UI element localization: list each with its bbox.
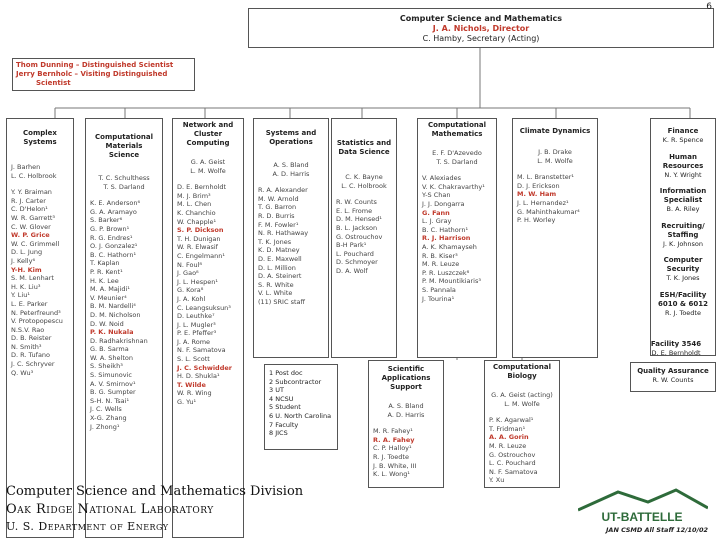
list-item: 7 Faculty: [269, 420, 299, 429]
list-item: J. L. Mugler³: [177, 320, 216, 329]
group-computational-materials: [85, 118, 163, 538]
list-item: M. L. Chen: [177, 200, 212, 209]
staff-functions: [650, 118, 716, 356]
list-item: V. L. White: [258, 289, 293, 298]
list-item: N. R. Hathaway: [258, 229, 309, 238]
list-item: F. M. Fowler¹: [258, 220, 299, 229]
list-item: D. A. Steinert: [258, 272, 302, 281]
list-item: 8 JICS: [269, 429, 288, 438]
list-item: M. R. Leuze: [489, 441, 527, 450]
distinguished-line-1: Thom Dunning – Distinguished Scientist: [16, 61, 174, 69]
list-item: H. K. Lee: [90, 276, 119, 285]
list-item: 1 Post doc: [269, 369, 303, 377]
list-item: P. K. Nukala: [90, 328, 134, 337]
list-item: C. P. Halloy¹: [373, 444, 412, 453]
list-item: R. A. Fahey: [373, 435, 415, 444]
distinguished-line-2: Jerry Bernholc – Visiting Distinguished: [16, 70, 168, 78]
list-item: C. Engelmann¹: [177, 251, 225, 260]
list-item: B. G. Sumpter: [90, 388, 136, 397]
group-title: Computational Materials Science: [95, 133, 153, 159]
group-title: Computational Biology: [493, 363, 551, 380]
member-list: [258, 186, 324, 306]
distinguished-line-3: Scientist: [36, 79, 71, 87]
list-item: D. W. Noid: [90, 319, 124, 328]
list-item: M. L. Branstetter¹: [517, 173, 575, 182]
list-item: S. L. Scott: [177, 355, 210, 364]
list-item: D. Schmoyer: [336, 258, 378, 267]
list-item: J. Tourina¹: [422, 294, 455, 303]
list-item: J. A. Kohl: [177, 294, 206, 303]
list-item: P. R. Luszczek⁸: [422, 268, 470, 277]
group-systems-operations: [253, 118, 329, 358]
list-item: R. A. Alexander: [258, 186, 308, 195]
group-network-cluster: [172, 118, 244, 538]
group-statistics: [331, 118, 397, 358]
list-item: Y-S Chan: [422, 191, 451, 200]
list-item: J. C. Schryver: [11, 360, 55, 369]
group-complex-systems: [6, 118, 74, 538]
list-item: D. R. Tufano: [11, 351, 51, 360]
list-item: W. C. Grimmell: [11, 239, 60, 248]
list-item: N. F. Samatova: [489, 467, 538, 476]
list-item: S. M. Lenhart: [11, 274, 54, 283]
list-item: G. Kora⁸: [177, 286, 204, 295]
list-item: S. R. White: [258, 280, 294, 289]
list-item: A. A. Gorin: [489, 433, 529, 442]
list-item: J. Gao⁸: [177, 269, 199, 278]
esh-title: ESH/Facility 6010 & 6012: [658, 290, 708, 308]
list-item: D. M. Hensed¹: [336, 215, 383, 224]
list-item: R. J. Carter: [11, 196, 46, 205]
division-title: Computer Science and Mathematics: [399, 14, 563, 23]
group-title: Scientific Applications Support: [381, 365, 431, 391]
compsec-title: Computer Security: [663, 256, 703, 274]
hr-lead: N. Y. Wright: [664, 170, 702, 179]
list-item: Y. Xu: [489, 476, 505, 485]
member-list: [90, 199, 158, 431]
hr-title: Human Resources: [662, 152, 704, 170]
page-number: 6: [706, 2, 712, 12]
list-item: 5 Student: [269, 403, 301, 412]
list-item: L. C. Pouchard: [489, 459, 536, 468]
member-list: [422, 174, 492, 303]
list-item: J. Zhong¹: [90, 422, 120, 431]
member-list: [373, 427, 439, 479]
list-item: Y. Y. Braiman: [11, 188, 52, 197]
footer-doe: U. S. Department of Energy: [6, 520, 169, 533]
svg-text:UT-BATTELLE: UT-BATTELLE: [601, 510, 683, 524]
list-item: K. L. Wong¹: [373, 470, 411, 479]
list-item: N. Foul⁸: [177, 260, 203, 269]
list-item: S. Simunovic: [90, 371, 132, 380]
recruiting-lead: J. K. Johnson: [662, 239, 704, 248]
footer-date: JAN CSMD All Staff 12/10/02: [606, 526, 708, 534]
list-item: M. R. Fahey¹: [373, 427, 413, 436]
group-title: Statistics and Data Science: [336, 139, 392, 156]
list-item: 4 NCSU: [269, 394, 294, 403]
list-item: W. R. Wing: [177, 389, 212, 398]
group-lead: T. C. Schulthess T. S. Darland: [98, 174, 150, 191]
list-item: R. J. Toedte: [373, 452, 409, 461]
list-item: W. P. Grice: [11, 231, 50, 240]
secretary: C. Hamby, Secretary (Acting): [422, 34, 540, 43]
list-item: N.S.V. Rao: [11, 325, 45, 334]
list-item: N. Smith³: [11, 342, 42, 351]
list-item: D. B. Reister: [11, 334, 52, 343]
list-item: V. Alexiades: [422, 174, 462, 183]
list-item: D. E. Maxwell: [258, 254, 302, 263]
list-item: C. D'Helon¹: [11, 205, 48, 214]
group-lead: C. K. Bayne L. C. Holbrook: [341, 173, 387, 190]
list-item: J. C. Schwidder: [177, 363, 232, 372]
list-item: H. D. Shukla¹: [177, 372, 220, 381]
list-item: J. J. Dongarra: [422, 199, 465, 208]
list-item: G. Ostrouchov: [336, 232, 383, 241]
list-item: B. M. Nardelli⁴: [90, 302, 136, 311]
group-lead: A. S. Bland A. D. Harris: [272, 161, 310, 178]
list-item: D. L. Jung: [11, 248, 43, 257]
list-item: R. D. Burris: [258, 211, 295, 220]
list-item: T. Kaplan: [90, 259, 120, 268]
compsec-lead: T. K. Jones: [666, 274, 700, 283]
list-item: T. K. Jones: [258, 237, 292, 246]
list-item: 2 Subcontractor: [269, 377, 322, 386]
list-item: V. Meunier⁴: [90, 293, 127, 302]
list-item: M. W. Ham: [517, 190, 557, 199]
list-item: J. A. Rome: [177, 337, 211, 346]
list-item: G. Yu¹: [177, 398, 197, 407]
list-item: W. Chapple¹: [177, 217, 217, 226]
list-item: E. L. Frome: [336, 206, 373, 215]
ut-battelle-logo: [578, 488, 708, 524]
group-lead: J. Barhen L. C. Holbrook: [11, 163, 57, 180]
list-item: S. Barker⁶: [90, 216, 123, 225]
list-item: L. Pouchard: [336, 249, 374, 258]
list-item: P. E. Pfeffer³: [177, 329, 217, 338]
list-item: W. R. Garrett³: [11, 213, 56, 222]
list-item: L. J. Gray: [422, 217, 452, 226]
list-item: A. V. Smirnov¹: [90, 379, 136, 388]
list-item: T. Wilde: [177, 380, 206, 389]
qa-title: Quality Assurance: [637, 367, 709, 375]
group-scientific-apps: [368, 360, 444, 488]
group-lead: A. S. Bland A. D. Harris: [387, 402, 425, 419]
list-item: X-G. Zhang: [90, 414, 127, 423]
list-item: S. Pannala: [422, 285, 456, 294]
list-item: S. Sheikh³: [90, 362, 123, 371]
list-item: T. H. Dunigan: [177, 234, 221, 243]
facility-3546: [636, 340, 716, 358]
list-item: 3 UT: [269, 386, 284, 395]
group-title: Complex Systems: [23, 129, 57, 146]
list-item: V. K. Chakravarthy¹: [422, 182, 485, 191]
group-lead: E. F. D'Azevedo T. S. Darland: [432, 149, 482, 166]
list-item: D. E. Bernholdt: [177, 183, 227, 192]
facility-lead: D. E. Bernholdt: [651, 349, 701, 357]
group-lead: G. A. Geist (acting) L. M. Wolfe: [491, 391, 553, 408]
list-item: J. B. White, III: [373, 461, 417, 470]
list-item: D. L. Million: [258, 263, 296, 272]
list-item: P. M. Mountikiaris³: [422, 277, 481, 286]
finance-title: Finance: [667, 127, 699, 135]
list-item: R. W. Counts: [336, 198, 377, 207]
list-item: D. M. Nicholson: [90, 310, 141, 319]
group-climate: [512, 118, 598, 358]
list-item: W. A. Shelton: [90, 353, 133, 362]
director: J. A. Nichols, Director: [432, 24, 530, 33]
list-item: V. Protopopescu: [11, 317, 63, 326]
group-title: Climate Dynamics: [519, 127, 591, 135]
list-item: L. E. Parker: [11, 299, 48, 308]
group-computational-biology: [484, 360, 560, 488]
list-item: J. Kelly⁶: [11, 256, 36, 265]
esh-lead: R. J. Toedte: [665, 308, 701, 317]
list-item: S-H. N. Tsai¹: [90, 396, 130, 405]
list-item: C. W. Glover: [11, 222, 51, 231]
facility-title: Facility 3546: [650, 340, 702, 348]
list-item: B. L. Jackson: [336, 223, 378, 232]
distinguished-scientists: [12, 58, 195, 91]
list-item: G. A. Aramayo: [90, 207, 137, 216]
list-item: P. H. Worley: [517, 216, 556, 225]
list-item: A. K. Khamayseh: [422, 242, 477, 251]
member-list: [177, 183, 239, 406]
legend-list: [269, 369, 333, 438]
list-item: H. K. Liu³: [11, 282, 41, 291]
group-lead: J. B. Drake L. M. Wolfe: [537, 148, 573, 165]
list-item: K. D. Matney: [258, 246, 300, 255]
list-item: G. Mahinthakumar⁴: [517, 207, 580, 216]
list-item: (11) SRIC staff: [258, 297, 305, 306]
member-list: [11, 188, 69, 377]
list-item: G. Ostrouchov: [489, 450, 536, 459]
list-item: M. R. Leuze: [422, 260, 460, 269]
list-item: Y. Liu¹: [11, 291, 30, 300]
list-item: Y-H. Kim: [11, 265, 42, 274]
list-item: C. Leangsuksun³: [177, 303, 231, 312]
group-computational-math: [417, 118, 497, 358]
list-item: D. Leuthke⁷: [177, 312, 215, 321]
list-item: M. J. Brim³: [177, 191, 211, 200]
list-item: J. L. Hernandez¹: [517, 198, 569, 207]
footnote-legend: [264, 364, 338, 450]
list-item: M. A. Majidi¹: [90, 285, 130, 294]
list-item: G. Fann: [422, 208, 450, 217]
list-item: M. W. Arnold: [258, 194, 299, 203]
list-item: D. A. Wolf: [336, 266, 368, 275]
list-item: T. G. Barron: [258, 203, 297, 212]
list-item: B-H Park¹: [336, 241, 367, 250]
list-item: R. B. Kiser³: [422, 251, 458, 260]
recruiting-title: Recruiting/ Staffing: [661, 221, 705, 239]
list-item: B. C. Hathorn¹: [90, 250, 137, 259]
member-list: [489, 416, 555, 485]
group-lead: G. A. Geist L. M. Wolfe: [190, 158, 226, 175]
quality-assurance: [630, 362, 716, 392]
finance-lead: K. R. Spence: [662, 136, 704, 144]
infospec-title: Information Specialist: [659, 187, 707, 205]
list-item: R. J. Harrison: [422, 234, 471, 243]
division-header: [248, 8, 714, 48]
qa-lead: R. W. Counts: [652, 376, 694, 384]
footer-lab: Oak Ridge National Laboratory: [6, 502, 214, 517]
list-item: O. J. Gonzalez¹: [90, 242, 138, 251]
group-title: Systems and Operations: [265, 129, 317, 146]
member-list: [517, 173, 593, 225]
list-item: P. R. Kent¹: [90, 267, 123, 276]
list-item: J. C. Wells: [90, 405, 122, 414]
list-item: D. J. Erickson: [517, 181, 560, 190]
infospec-lead: B. A. Riley: [666, 205, 700, 214]
list-item: N. Peterfreund³: [11, 308, 61, 317]
list-item: S. P. Dickson: [177, 226, 224, 235]
group-title: Computational Mathematics: [428, 121, 486, 138]
list-item: G. B. Sarma: [90, 345, 129, 354]
list-item: 6 U. North Carolina: [269, 411, 332, 420]
footer-division: Computer Science and Mathematics Division: [6, 484, 304, 499]
list-item: W. R. Elwasif: [177, 243, 218, 252]
list-item: J. L. Hespen¹: [177, 277, 218, 286]
list-item: K. E. Anderson⁶: [90, 199, 141, 208]
list-item: T. Fridman¹: [489, 424, 526, 433]
list-item: D. Radhakrishnan: [90, 336, 148, 345]
group-title: Network and Cluster Computing: [182, 121, 234, 147]
list-item: P. K. Agarwal¹: [489, 416, 534, 425]
list-item: K. Chanchio: [177, 208, 216, 217]
list-item: B. C. Hathorn¹: [422, 225, 469, 234]
member-list: [336, 198, 392, 275]
list-item: N. F. Samatova: [177, 346, 226, 355]
list-item: G. P. Brown¹: [90, 224, 130, 233]
list-item: Q. Wu³: [11, 368, 34, 377]
list-item: R. G. Endres¹: [90, 233, 133, 242]
